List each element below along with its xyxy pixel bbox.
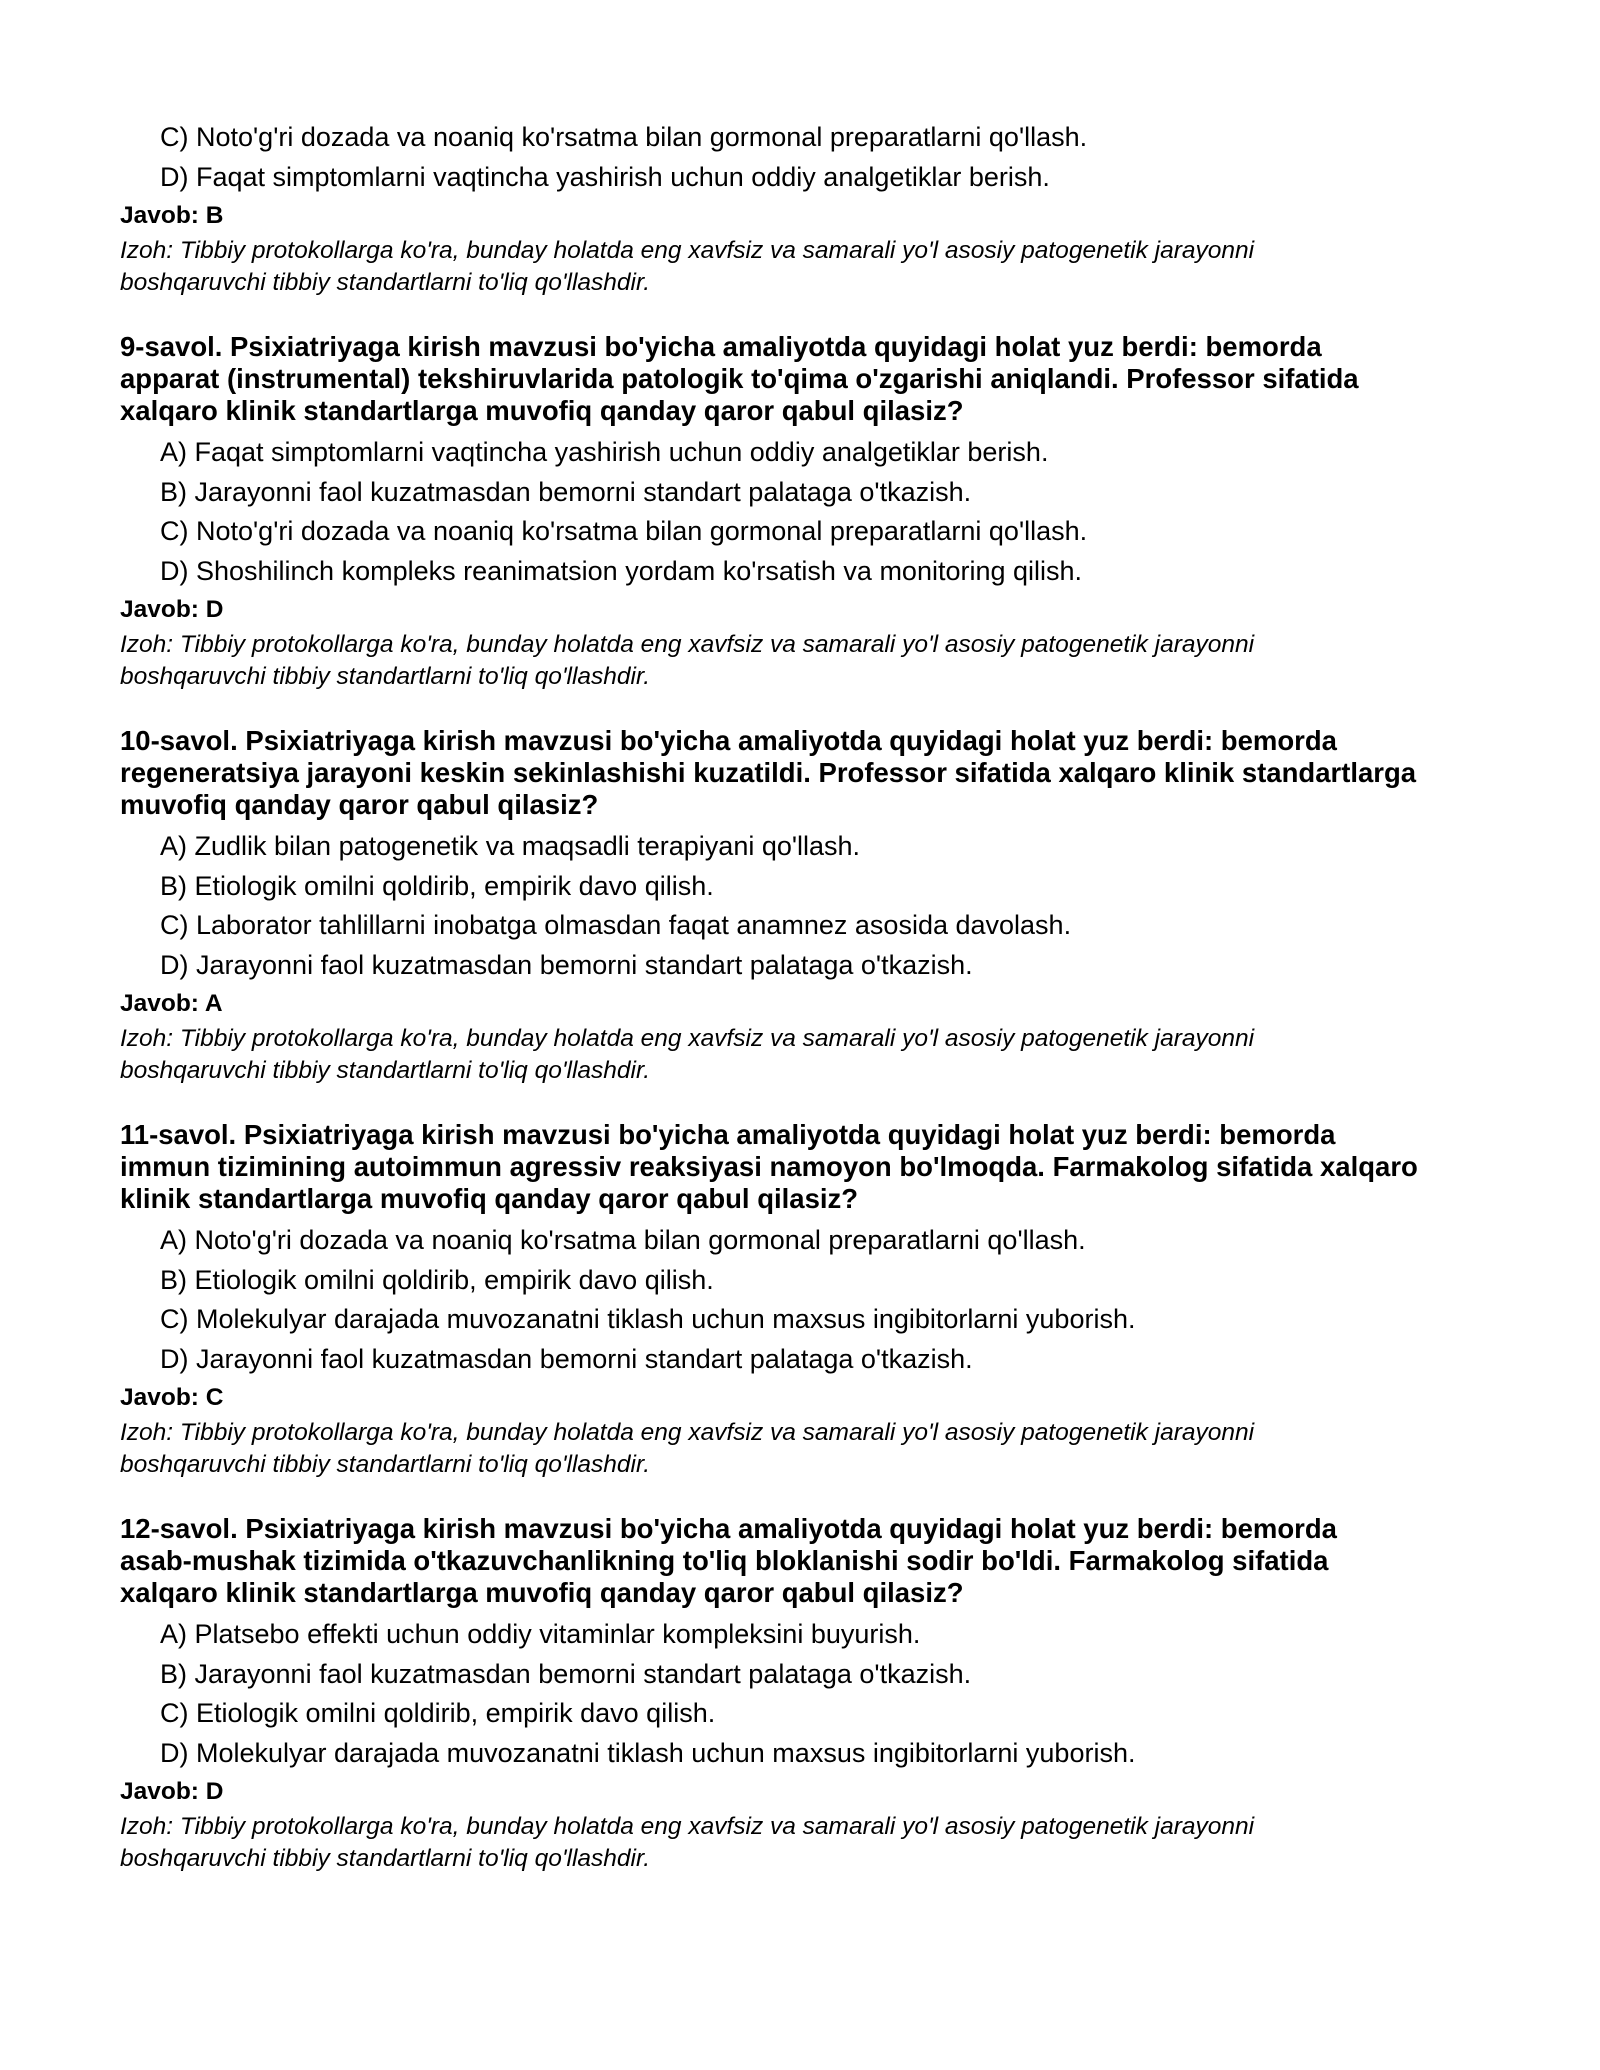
option-b: B) Jarayonni faol kuzatmasdan bemorni standart palataga o'tkazish.: [160, 1658, 972, 1689]
explanation-line-1: Izoh: Tibbiy protokollarga ko'ra, bunday holatda eng xavfsiz va samarali yo'l asosiy patogenetik jarayonni: [120, 1419, 1255, 1446]
option-c: C) Laborator tahlillarni inobatga olmasdan faqat anamnez asosida davolash.: [160, 910, 1072, 940]
explanation-line-2: boshqaruvchi tibbiy standartlarni to'liq qo'llashdir.: [120, 1845, 651, 1872]
question-line-2: regeneratsiya jarayoni keskin sekinlashishi kuzatildi. Professor sifatida xalqaro klinik standartlarga: [120, 757, 1417, 788]
explanation-note: [120, 235, 1500, 299]
question-text: [120, 725, 1500, 821]
explanation-note: [120, 1811, 1500, 1875]
explanation-line-2: boshqaruvchi tibbiy standartlarni to'liq qo'llashdir.: [120, 1451, 651, 1478]
answer-label: Javob: B: [120, 202, 224, 229]
option-c: C) Etiologik omilni qoldirib, empirik davo qilish.: [160, 1698, 716, 1728]
option-d: D) Shoshilinch kompleks reanimatsion yordam ko'rsatish va monitoring qilish.: [160, 555, 1083, 586]
question-line-1: 9-savol. Psixiatriyaga kirish mavzusi bo'yicha amaliyotda quyidagi holat yuz berdi: bemorda: [120, 331, 1322, 362]
answer-label: Javob: C: [120, 1384, 224, 1411]
explanation-line-2: boshqaruvchi tibbiy standartlarni to'liq qo'llashdir.: [120, 1057, 651, 1084]
question-line-3: xalqaro klinik standartlarga muvofiq qanday qaror qabul qilasiz?: [120, 1577, 964, 1608]
explanation-note: [120, 629, 1500, 693]
explanation-line-2: boshqaruvchi tibbiy standartlarni to'liq qo'llashdir.: [120, 663, 651, 690]
options-list: [120, 827, 1500, 985]
explanation-line-1: Izoh: Tibbiy protokollarga ko'ra, bunday holatda eng xavfsiz va samarali yo'l asosiy patogenetik jarayonni: [120, 1813, 1255, 1840]
question-text: [120, 1513, 1500, 1609]
question-block-9: [120, 331, 1500, 693]
option-b: B) Etiologik omilni qoldirib, empirik davo qilish.: [160, 1264, 714, 1295]
question-line-2: immun tizimining autoimmun agressiv reaksiyasi namoyon bo'lmoqda. Farmakolog sifatida xalqaro: [120, 1151, 1418, 1182]
document-page: [120, 118, 1500, 1875]
option-a: A) Faqat simptomlarni vaqtincha yashirish uchun oddiy analgetiklar berish.: [160, 437, 1049, 467]
options-list: [120, 433, 1500, 591]
question-line-2: asab-mushak tizimida o'tkazuvchanlikning to'liq bloklanishi sodir bo'ldi. Farmakolog sifatida: [120, 1545, 1329, 1576]
option-b: B) Jarayonni faol kuzatmasdan bemorni standart palataga o'tkazish.: [160, 476, 972, 507]
option-d: D) Jarayonni faol kuzatmasdan bemorni standart palataga o'tkazish.: [160, 1343, 973, 1374]
question-block-10: [120, 725, 1500, 1087]
question-line-1: 11-savol. Psixiatriyaga kirish mavzusi bo'yicha amaliyotda quyidagi holat yuz berdi: bemorda: [120, 1119, 1336, 1150]
options-list: [120, 1221, 1500, 1379]
option-a: A) Noto'g'ri dozada va noaniq ko'rsatma bilan gormonal preparatlarni qo'llash.: [160, 1225, 1086, 1255]
option-d: D) Jarayonni faol kuzatmasdan bemorni standart palataga o'tkazish.: [160, 949, 973, 980]
option-d: D) Faqat simptomlarni vaqtincha yashirish uchun oddiy analgetiklar berish.: [160, 161, 1050, 192]
option-c: C) Noto'g'ri dozada va noaniq ko'rsatma bilan gormonal preparatlarni qo'llash.: [160, 516, 1088, 546]
explanation-note: [120, 1417, 1500, 1481]
explanation-line-1: Izoh: Tibbiy protokollarga ko'ra, bunday holatda eng xavfsiz va samarali yo'l asosiy patogenetik jarayonni: [120, 631, 1255, 658]
option-b: B) Etiologik omilni qoldirib, empirik davo qilish.: [160, 870, 714, 901]
question-block-partial: [120, 118, 1500, 299]
option-c: C) Molekulyar darajada muvozanatni tiklash uchun maxsus ingibitorlarni yuborish.: [160, 1304, 1136, 1334]
question-text: [120, 1119, 1500, 1215]
question-line-2: apparat (instrumental) tekshiruvlarida patologik to'qima o'zgarishi aniqlandi. Professor sifatida: [120, 363, 1359, 394]
option-d: D) Molekulyar darajada muvozanatni tiklash uchun maxsus ingibitorlarni yuborish.: [160, 1737, 1136, 1768]
question-block-12: [120, 1513, 1500, 1875]
question-line-1: 10-savol. Psixiatriyaga kirish mavzusi bo'yicha amaliyotda quyidagi holat yuz berdi: bemorda: [120, 725, 1337, 756]
question-line-1: 12-savol. Psixiatriyaga kirish mavzusi bo'yicha amaliyotda quyidagi holat yuz berdi: bemorda: [120, 1513, 1337, 1544]
explanation-line-2: boshqaruvchi tibbiy standartlarni to'liq qo'llashdir.: [120, 269, 651, 296]
options-list: [120, 1615, 1500, 1773]
option-a: A) Zudlik bilan patogenetik va maqsadli terapiyani qo'llash.: [160, 831, 861, 861]
question-line-3: klinik standartlarga muvofiq qanday qaror qabul qilasiz?: [120, 1183, 859, 1214]
answer-label: Javob: D: [120, 1778, 224, 1805]
option-a: A) Platsebo effekti uchun oddiy vitaminlar kompleksini buyurish.: [160, 1619, 921, 1649]
options-list: [120, 118, 1500, 197]
question-text: [120, 331, 1500, 427]
question-line-3: muvofiq qanday qaror qabul qilasiz?: [120, 789, 599, 820]
option-c: C) Noto'g'ri dozada va noaniq ko'rsatma bilan gormonal preparatlarni qo'llash.: [160, 122, 1088, 152]
explanation-note: [120, 1023, 1500, 1087]
question-line-3: xalqaro klinik standartlarga muvofiq qanday qaror qabul qilasiz?: [120, 395, 964, 426]
explanation-line-1: Izoh: Tibbiy protokollarga ko'ra, bunday holatda eng xavfsiz va samarali yo'l asosiy patogenetik jarayonni: [120, 237, 1255, 264]
question-block-11: [120, 1119, 1500, 1481]
answer-label: Javob: A: [120, 990, 223, 1017]
answer-label: Javob: D: [120, 596, 224, 623]
explanation-line-1: Izoh: Tibbiy protokollarga ko'ra, bunday holatda eng xavfsiz va samarali yo'l asosiy patogenetik jarayonni: [120, 1025, 1255, 1052]
